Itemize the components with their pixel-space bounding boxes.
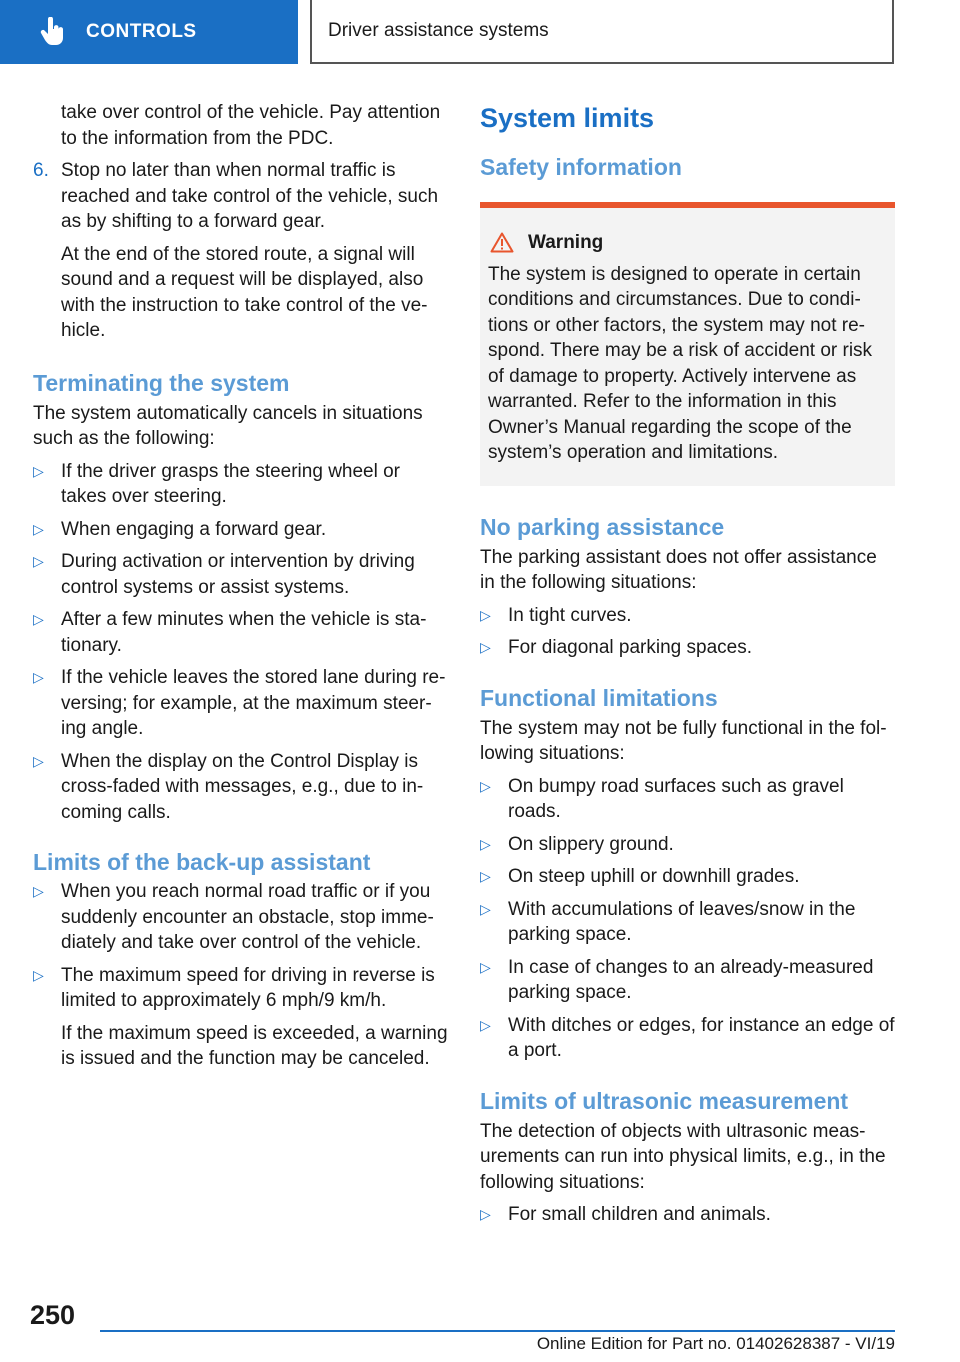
functional-heading: Functional limitations <box>480 684 718 711</box>
no-parking-list <box>480 603 895 661</box>
system-limits-heading: System limits <box>480 103 655 133</box>
triangle-right-icon: ▷ <box>480 868 491 884</box>
list-item: ▷ In case of changes to an already-measured parking space. <box>480 955 895 1006</box>
list-item: ▷ On steep uphill or downhill grades. <box>480 864 895 890</box>
triangle-right-icon: ▷ <box>480 606 491 623</box>
warning-text: The system is designed to operate in certain conditions and circumstances. Due to conditions or other factors, the system may not respond. There may be a risk of accident or risk of damage to property. Actively intervene as warranted. Refer to the information in this Owner’s Manual regarding the scope of the system’s operation and limitations. <box>488 263 873 463</box>
warning-triangle-icon <box>490 232 514 253</box>
list-item: ▷ After a few minutes when the vehicle is stationary. <box>33 607 448 658</box>
list-item: ▷ In tight curves. <box>480 603 895 629</box>
hand-pointer-icon <box>40 17 66 47</box>
ultrasonic-intro: The detection of objects with ultrasonic measurements can run into physical limits, e.g., in the following situations: <box>480 1120 886 1193</box>
list-item: ▷ When engaging a forward gear. <box>33 517 448 543</box>
step-number: 6. <box>33 160 49 181</box>
triangle-right-icon: ▷ <box>33 966 44 983</box>
triangle-right-icon: ▷ <box>33 752 44 769</box>
terminating-intro: The system automatically cancels in situations such as the following: <box>33 402 423 449</box>
triangle-right-icon: ▷ <box>33 883 44 899</box>
triangle-right-icon: ▷ <box>480 1016 491 1033</box>
functional-list <box>480 774 895 1064</box>
functional-intro: The system may not be fully functional in the following situations: <box>480 717 887 764</box>
triangle-right-icon: ▷ <box>33 611 44 627</box>
terminating-list <box>33 459 448 826</box>
limits-heading: Limits of the back-up assistant <box>33 849 371 875</box>
left-column <box>33 100 448 1072</box>
header-tab-controls[interactable] <box>0 0 298 64</box>
list-item: ▷ If the driver grasps the steering wheel or takes over steering. <box>33 459 448 510</box>
triangle-right-icon: ▷ <box>33 520 44 537</box>
list-item: ▷ For small children and animals. <box>480 1202 895 1228</box>
step-subtext: At the end of the stored route, a signal will sound and a request will be displayed, also with the instruction to take control of the vehicle. <box>61 243 428 341</box>
limits-item-text: The maximum speed for driving in reverse is limited to approximately 6 mph/9 km/h. <box>61 964 435 1011</box>
triangle-right-icon: ▷ <box>480 1206 491 1222</box>
triangle-right-icon: ▷ <box>480 777 491 794</box>
warning-box <box>480 202 895 486</box>
section-title: Driver assistance systems <box>310 0 894 64</box>
no-parking-heading: No parking assistance <box>480 513 725 540</box>
step-text: Stop no later than when normal traffic is reached and take control of the vehicle, such as by shifting to a forward gear. <box>61 160 439 232</box>
list-item: ▷ With accumulations of leaves/snow in the parking space. <box>480 897 895 948</box>
footer-divider <box>100 1330 895 1332</box>
triangle-right-icon: ▷ <box>33 462 44 479</box>
edition-text: Online Edition for Part no. 01402628387 - VI/19 <box>536 1334 895 1353</box>
list-item <box>33 963 448 1072</box>
step-6 <box>33 158 448 344</box>
ultrasonic-heading: Limits of ultrasonic measurement <box>480 1087 849 1114</box>
limits-item-subtext: If the maximum speed is exceeded, a warning is issued and the function may be canceled. <box>61 1022 448 1069</box>
list-item: ▷ On slippery ground. <box>480 832 895 858</box>
triangle-right-icon: ▷ <box>33 669 44 685</box>
list-item: ▷ During activation or intervention by driving control systems or assist systems. <box>33 549 448 600</box>
triangle-right-icon: ▷ <box>480 900 491 917</box>
continued-text: take over control of the vehicle. Pay attention to the information from the PDC. <box>61 102 441 149</box>
list-item: ▷ When you reach normal road traffic or if you suddenly encounter an obstacle, stop immediately and take over control of the vehicle. <box>33 879 448 956</box>
right-column <box>480 100 895 1228</box>
no-parking-intro: The parking assistant does not offer assistance in the following situations: <box>480 546 877 593</box>
warning-title: Warning <box>528 232 604 253</box>
list-item: ▷ With ditches or edges, for instance an edge of a port. <box>480 1013 895 1064</box>
warning-header <box>488 230 887 256</box>
page-number: 250 <box>30 1300 76 1330</box>
limits-list <box>33 879 448 1072</box>
list-item: ▷ If the vehicle leaves the stored lane during reversing; for example, at the maximum steering angle. <box>33 665 448 742</box>
triangle-right-icon: ▷ <box>480 639 491 655</box>
safety-heading: Safety information <box>480 154 682 180</box>
list-item: ▷ When the display on the Control Display is cross-faded with messages, e.g., due to incoming calls. <box>33 749 448 826</box>
triangle-right-icon: ▷ <box>480 958 491 975</box>
terminating-heading: Terminating the system <box>33 369 290 396</box>
list-item: ▷ On bumpy road surfaces such as gravel roads. <box>480 774 895 825</box>
ultrasonic-list <box>480 1202 895 1228</box>
list-item: ▷ For diagonal parking spaces. <box>480 635 895 661</box>
triangle-right-icon: ▷ <box>480 835 491 852</box>
triangle-right-icon: ▷ <box>33 553 44 569</box>
header-tab-label: CONTROLS <box>86 21 197 42</box>
